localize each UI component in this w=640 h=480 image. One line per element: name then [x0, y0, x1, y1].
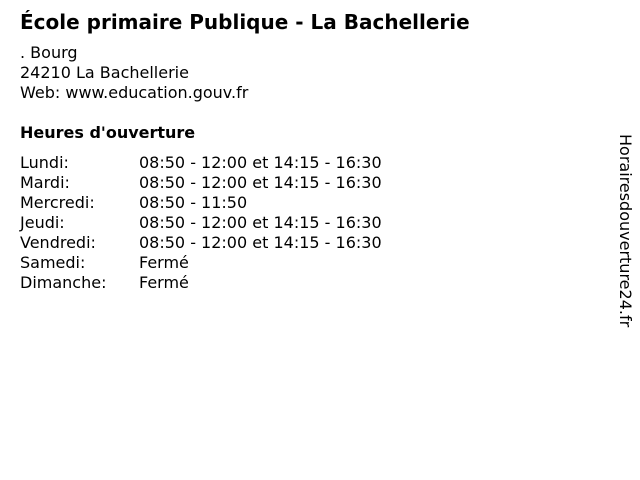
- address-block: [20, 43, 248, 103]
- site-watermark: Horairesdouverture24.fr: [616, 134, 635, 328]
- opening-hours-heading: Heures d'ouverture: [20, 123, 196, 142]
- day-hours: 08:50 - 11:50: [139, 193, 248, 212]
- day-hours: Fermé: [139, 273, 189, 292]
- day-label: Jeudi:: [20, 213, 65, 232]
- day-hours: 08:50 - 12:00 et 14:15 - 16:30: [139, 173, 382, 192]
- address-city: 24210 La Bachellerie: [20, 63, 189, 82]
- day-label: Lundi:: [20, 153, 69, 172]
- day-hours: Fermé: [139, 253, 189, 272]
- day-label: Vendredi:: [20, 233, 96, 252]
- website-text: Web: www.education.gouv.fr: [20, 83, 249, 102]
- day-label: Dimanche:: [20, 273, 107, 292]
- day-hours: 08:50 - 12:00 et 14:15 - 16:30: [139, 233, 382, 252]
- day-label: Mercredi:: [20, 193, 95, 212]
- day-label: Samedi:: [20, 253, 86, 272]
- day-label: Mardi:: [20, 173, 70, 192]
- page-title: École primaire Publique - La Bachellerie: [20, 10, 470, 34]
- day-hours: 08:50 - 12:00 et 14:15 - 16:30: [139, 213, 382, 232]
- address-street: . Bourg: [20, 43, 78, 62]
- day-hours: 08:50 - 12:00 et 14:15 - 16:30: [139, 153, 382, 172]
